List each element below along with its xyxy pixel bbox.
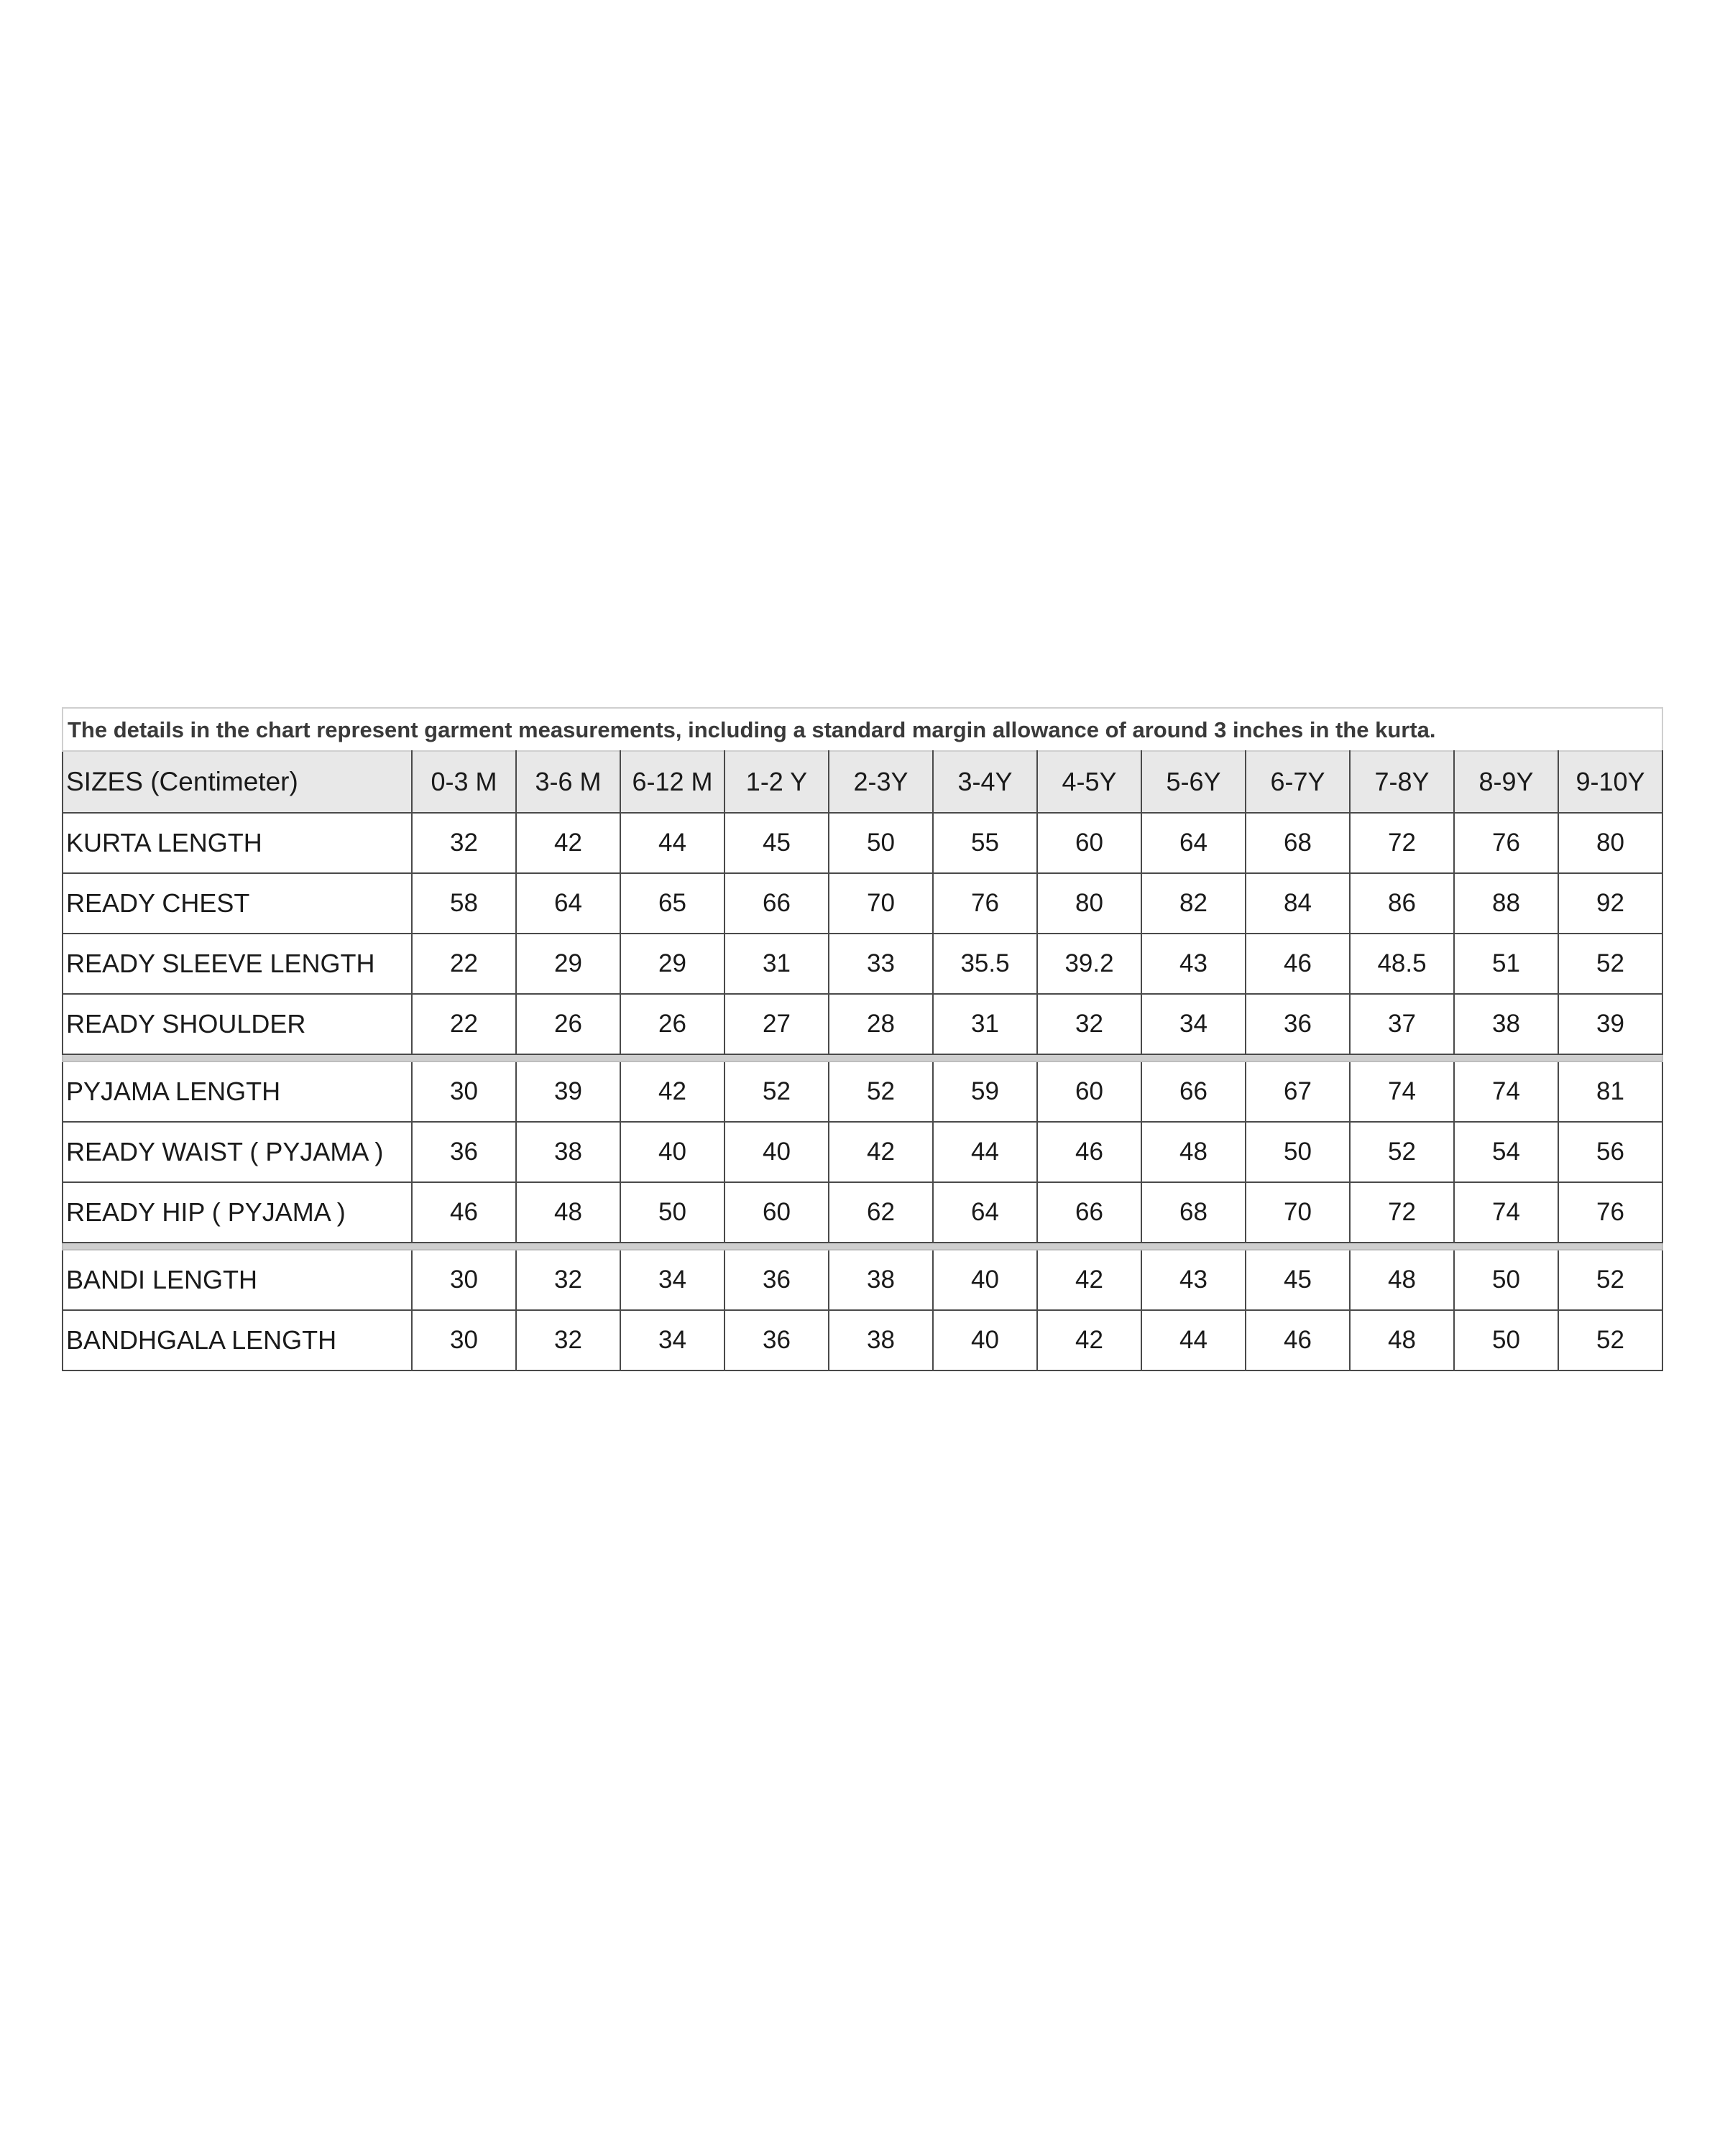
measurement-cell: 36 [412,1122,516,1182]
measurement-cell: 76 [1558,1182,1662,1243]
measurement-cell: 32 [516,1310,620,1370]
measurement-cell: 39 [516,1061,620,1122]
measurement-cell: 44 [933,1122,1037,1182]
measurement-cell: 76 [933,873,1037,934]
measurement-cell: 52 [1558,1250,1662,1310]
measurement-cell: 52 [724,1061,829,1122]
header-size-cell: 7-8Y [1350,751,1454,813]
measurement-cell: 33 [829,934,933,994]
measurement-cell: 68 [1246,813,1350,873]
measurement-cell: 28 [829,994,933,1054]
row-label: BANDHGALA LENGTH [63,1310,412,1370]
measurement-cell: 32 [1037,994,1141,1054]
measurement-cell: 42 [1037,1250,1141,1310]
measurement-cell: 52 [1350,1122,1454,1182]
measurement-cell: 46 [412,1182,516,1243]
measurement-cell: 39.2 [1037,934,1141,994]
header-size-cell: 6-12 M [620,751,724,813]
row-label: BANDI LENGTH [63,1250,412,1310]
table-row [63,813,1662,873]
measurement-cell: 50 [1454,1250,1558,1310]
measurement-cell: 84 [1246,873,1350,934]
measurement-cell: 34 [620,1310,724,1370]
measurement-cell: 48 [1350,1310,1454,1370]
measurement-cell: 64 [933,1182,1037,1243]
table-row [63,994,1662,1054]
measurement-cell: 60 [1037,813,1141,873]
measurement-cell: 52 [1558,1310,1662,1370]
row-label: READY SLEEVE LENGTH [63,934,412,994]
measurement-cell: 29 [516,934,620,994]
measurement-cell: 30 [412,1250,516,1310]
measurement-cell: 58 [412,873,516,934]
measurement-cell: 92 [1558,873,1662,934]
header-size-cell: 3-6 M [516,751,620,813]
measurement-cell: 64 [1141,813,1246,873]
measurement-cell: 86 [1350,873,1454,934]
measurement-cell: 50 [1246,1122,1350,1182]
measurement-cell: 38 [829,1310,933,1370]
group-divider [63,1243,1662,1250]
row-label: READY CHEST [63,873,412,934]
measurement-cell: 36 [1246,994,1350,1054]
measurement-cell: 45 [724,813,829,873]
measurement-cell: 68 [1141,1182,1246,1243]
measurement-cell: 36 [724,1250,829,1310]
measurement-cell: 29 [620,934,724,994]
measurement-cell: 38 [1454,994,1558,1054]
measurement-cell: 31 [933,994,1037,1054]
measurement-cell: 55 [933,813,1037,873]
measurement-cell: 44 [620,813,724,873]
header-size-cell: 8-9Y [1454,751,1558,813]
measurement-cell: 60 [724,1182,829,1243]
measurement-cell: 44 [1141,1310,1246,1370]
measurement-cell: 50 [829,813,933,873]
measurement-cell: 88 [1454,873,1558,934]
measurement-cell: 74 [1350,1061,1454,1122]
measurement-cell: 38 [829,1250,933,1310]
chart-note: The details in the chart represent garment measurements, including a standard margin allowance of around 3 inches in the kurta. [62,707,1663,750]
measurement-cell: 80 [1037,873,1141,934]
header-row [63,751,1662,813]
measurement-cell: 60 [1037,1061,1141,1122]
measurement-cell: 43 [1141,1250,1246,1310]
measurement-cell: 82 [1141,873,1246,934]
table-row [63,1310,1662,1370]
measurement-cell: 36 [724,1310,829,1370]
measurement-cell: 72 [1350,813,1454,873]
row-label: KURTA LENGTH [63,813,412,873]
measurement-cell: 38 [516,1122,620,1182]
size-table [62,750,1663,1371]
measurement-cell: 42 [516,813,620,873]
measurement-cell: 42 [829,1122,933,1182]
header-size-cell: 3-4Y [933,751,1037,813]
table-body [63,813,1662,1370]
table-row [63,1061,1662,1122]
measurement-cell: 31 [724,934,829,994]
measurement-cell: 42 [620,1061,724,1122]
measurement-cell: 51 [1454,934,1558,994]
measurement-cell: 32 [516,1250,620,1310]
row-label: READY SHOULDER [63,994,412,1054]
measurement-cell: 46 [1037,1122,1141,1182]
measurement-cell: 45 [1246,1250,1350,1310]
group-divider-cell [63,1243,1662,1250]
measurement-cell: 52 [829,1061,933,1122]
header-size-cell: 6-7Y [1246,751,1350,813]
row-label: PYJAMA LENGTH [63,1061,412,1122]
measurement-cell: 52 [1558,934,1662,994]
measurement-cell: 30 [412,1310,516,1370]
measurement-cell: 22 [412,994,516,1054]
measurement-cell: 66 [724,873,829,934]
measurement-cell: 48 [516,1182,620,1243]
measurement-cell: 72 [1350,1182,1454,1243]
header-label-cell: SIZES (Centimeter) [63,751,412,813]
row-label: READY HIP ( PYJAMA ) [63,1182,412,1243]
table-row [63,1182,1662,1243]
measurement-cell: 37 [1350,994,1454,1054]
group-divider-cell [63,1054,1662,1061]
measurement-cell: 32 [412,813,516,873]
header-size-cell: 1-2 Y [724,751,829,813]
measurement-cell: 74 [1454,1061,1558,1122]
measurement-cell: 64 [516,873,620,934]
measurement-cell: 66 [1141,1061,1246,1122]
measurement-cell: 48 [1141,1122,1246,1182]
measurement-cell: 67 [1246,1061,1350,1122]
header-size-cell: 2-3Y [829,751,933,813]
measurement-cell: 26 [620,994,724,1054]
table-row [63,873,1662,934]
measurement-cell: 48 [1350,1250,1454,1310]
measurement-cell: 50 [620,1182,724,1243]
table-header [63,751,1662,813]
measurement-cell: 50 [1454,1310,1558,1370]
header-size-cell: 9-10Y [1558,751,1662,813]
measurement-cell: 54 [1454,1122,1558,1182]
measurement-cell: 76 [1454,813,1558,873]
measurement-cell: 46 [1246,1310,1350,1370]
measurement-cell: 65 [620,873,724,934]
table-row [63,1250,1662,1310]
header-size-cell: 5-6Y [1141,751,1246,813]
measurement-cell: 66 [1037,1182,1141,1243]
measurement-cell: 35.5 [933,934,1037,994]
measurement-cell: 81 [1558,1061,1662,1122]
measurement-cell: 59 [933,1061,1037,1122]
measurement-cell: 46 [1246,934,1350,994]
measurement-cell: 70 [1246,1182,1350,1243]
row-label: READY WAIST ( PYJAMA ) [63,1122,412,1182]
measurement-cell: 30 [412,1061,516,1122]
measurement-cell: 56 [1558,1122,1662,1182]
measurement-cell: 70 [829,873,933,934]
measurement-cell: 43 [1141,934,1246,994]
measurement-cell: 22 [412,934,516,994]
measurement-cell: 40 [933,1250,1037,1310]
measurement-cell: 40 [724,1122,829,1182]
measurement-cell: 34 [1141,994,1246,1054]
measurement-cell: 26 [516,994,620,1054]
measurement-cell: 39 [1558,994,1662,1054]
measurement-cell: 42 [1037,1310,1141,1370]
measurement-cell: 74 [1454,1182,1558,1243]
measurement-cell: 27 [724,994,829,1054]
measurement-cell: 40 [620,1122,724,1182]
table-row [63,1122,1662,1182]
measurement-cell: 48.5 [1350,934,1454,994]
size-chart [62,707,1663,1371]
measurement-cell: 62 [829,1182,933,1243]
group-divider [63,1054,1662,1061]
header-size-cell: 4-5Y [1037,751,1141,813]
measurement-cell: 34 [620,1250,724,1310]
measurement-cell: 80 [1558,813,1662,873]
table-row [63,934,1662,994]
measurement-cell: 40 [933,1310,1037,1370]
header-size-cell: 0-3 M [412,751,516,813]
